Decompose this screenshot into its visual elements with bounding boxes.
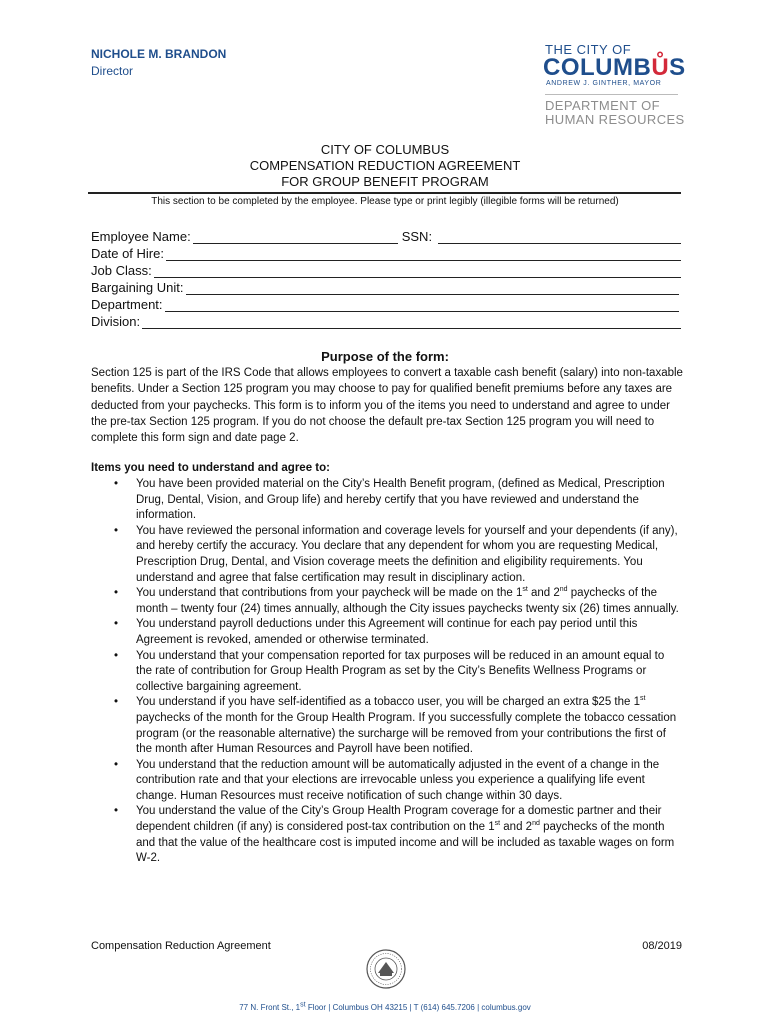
purpose-paragraph: Section 125 is part of the IRS Code that allows employees to convert a taxable cash benefit (salary) into non-taxable benefits. Under a Section 125 program you may choose to pay for qualified benefit premiums before any taxes are deducted from your paychecks. This form is to inform you of the items you need to understand and agree to under the pre-tax Section 125 program. If you do not choose the default pre-tax Section 125 program you will need to complete this form sign and date page 2. bbox=[91, 367, 683, 445]
list-item bbox=[91, 586, 683, 617]
list-item bbox=[91, 524, 683, 586]
title-line-1: CITY OF COLUMBUS bbox=[320, 142, 450, 157]
date-of-hire-field[interactable] bbox=[166, 248, 681, 261]
item-text-part: You understand that contributions from your paycheck will be made on the 1 bbox=[136, 587, 523, 600]
bullet-icon: • bbox=[114, 618, 119, 631]
item-text: You have reviewed the personal information and coverage levels for yourself and your dependents (if any), and hereby certify the accuracy. You declare that any dependent for whom you are requesting Medical, Prescription Drug, Dental, and Vision coverage meets the definition and eligibility requirements. You understand and agree that false certification may result in disciplinary action. bbox=[136, 524, 678, 584]
department-field[interactable] bbox=[165, 299, 679, 312]
bullet-icon: • bbox=[114, 524, 119, 537]
ordinal-suffix: st bbox=[522, 586, 528, 594]
item-text-part: paychecks of the month for the Group Health Program. If you successfully complete the tobacco cessation program (or the reasonable alternative) the surcharge will be removed from your contributions the first of the month after Human Resources and Payroll have been notified. bbox=[136, 711, 677, 756]
address-part: 77 N. Front St., 1 bbox=[239, 1003, 301, 1012]
ordinal-suffix: st bbox=[494, 820, 501, 828]
item-text-part: and 2 bbox=[500, 821, 533, 834]
document-title bbox=[0, 142, 770, 190]
date-of-hire-label: Date of Hire: bbox=[91, 246, 164, 261]
logo-divider bbox=[545, 94, 678, 95]
title-line-3: FOR GROUP BENEFIT PROGRAM bbox=[281, 174, 489, 189]
bargaining-unit-label: Bargaining Unit: bbox=[91, 280, 184, 295]
ordinal-suffix: nd bbox=[532, 820, 540, 828]
city-seal-icon bbox=[365, 948, 407, 990]
department-line-1: DEPARTMENT OF bbox=[545, 98, 660, 113]
instruction-text: This section to be completed by the employee. Please type or print legibly (illegible forms will be returned) bbox=[151, 196, 619, 207]
bullet-icon: • bbox=[114, 805, 119, 818]
director-name: NICHOLE M. BRANDON bbox=[91, 47, 227, 61]
item-text-part: paychecks of the month and that the value of the healthcare cost is imputed income and will be included as taxable wages on form W-2. bbox=[136, 821, 675, 865]
job-class-label: Job Class: bbox=[91, 263, 152, 278]
job-class-field[interactable] bbox=[154, 265, 681, 278]
department-line-2: HUMAN RESOURCES bbox=[545, 112, 685, 127]
item-text: You have been provided material on the City’s Health Benefit program, (defined as Medical, Prescription Drug, Dental, Vision, and Group life) and hereby certify that you have reviewed and understand the information. bbox=[136, 478, 665, 522]
list-item bbox=[91, 804, 683, 866]
ordinal-suffix: nd bbox=[559, 586, 568, 594]
item-text-part: paychecks of the month – twenty four (24) times annually, although the City issues paychecks twenty six (26) times annually. bbox=[136, 587, 679, 615]
item-text bbox=[136, 696, 676, 755]
logo-wordmark-u: Ů bbox=[651, 54, 670, 81]
bargaining-unit-row bbox=[91, 280, 679, 295]
agreement-items-list bbox=[91, 477, 683, 867]
item-text-part: You understand the value of the City’s Group Health Program coverage for a domestic partner and their dependent children (if any) is considered post-tax contribution on the 1 bbox=[136, 805, 662, 834]
date-of-hire-row bbox=[91, 246, 681, 261]
city-logo-wordmark bbox=[543, 54, 686, 82]
list-item bbox=[91, 477, 683, 524]
employee-name-ssn-row bbox=[91, 229, 681, 244]
footer-revision-date: 08/2019 bbox=[642, 940, 682, 952]
bullet-icon: • bbox=[114, 649, 119, 662]
bargaining-unit-field[interactable] bbox=[186, 282, 680, 295]
title-line-2: COMPENSATION REDUCTION AGREEMENT bbox=[249, 158, 521, 173]
employee-name-field[interactable] bbox=[193, 231, 398, 244]
address-part: Floor | Columbus OH 43215 | T (614) 645.7206 | columbus.gov bbox=[305, 1003, 531, 1012]
ssn-label: SSN: bbox=[401, 229, 433, 244]
item-text-part: You understand if you have self-identified as a tobacco user, you will be charged an extra $25 the 1 bbox=[136, 696, 640, 709]
division-field[interactable] bbox=[142, 316, 681, 329]
list-item bbox=[91, 758, 683, 805]
logo-mayor-line: ANDREW J. GINTHER, MAYOR bbox=[546, 80, 662, 87]
department-name bbox=[545, 99, 685, 127]
director-title: Director bbox=[91, 64, 134, 78]
ordinal-suffix: st bbox=[640, 695, 646, 703]
bullet-icon: • bbox=[114, 758, 119, 771]
item-text bbox=[136, 587, 679, 615]
logo-wordmark-main: COLUMB bbox=[543, 54, 652, 81]
department-label: Department: bbox=[91, 297, 163, 312]
list-item bbox=[91, 695, 683, 757]
list-item bbox=[91, 617, 683, 648]
logo-wordmark-s: S bbox=[669, 54, 686, 81]
item-text: You understand payroll deductions under this Agreement will continue for each pay period until this Agreement is revoked, amended or otherwise terminated. bbox=[136, 618, 638, 646]
list-item bbox=[91, 649, 683, 696]
title-divider bbox=[88, 192, 681, 194]
division-row bbox=[91, 314, 681, 329]
bullet-icon: • bbox=[114, 587, 119, 600]
bullet-icon: • bbox=[114, 478, 119, 490]
item-text: You understand that your compensation reported for tax purposes will be reduced in an amount equal to the rate of contribution for Group Health Program as set by the City’s Benefits Wellness Programs or collective bargaining agreement. bbox=[136, 649, 665, 693]
ordinal-suffix: st bbox=[300, 1001, 306, 1009]
job-class-row bbox=[91, 263, 681, 278]
city-logo-prefix: THE CITY OF bbox=[545, 42, 632, 57]
division-label: Division: bbox=[91, 314, 141, 329]
item-text: You understand that the reduction amount will be automatically adjusted in the event of a change in the contribution rate and that your elections are irrevocable unless you experience a qualifying life event change. Human Resources must receive notification of such change within 30 days. bbox=[136, 758, 660, 802]
purpose-heading: Purpose of the form: bbox=[321, 349, 449, 364]
items-heading: Items you need to understand and agree to: bbox=[91, 462, 330, 474]
footer-form-name: Compensation Reduction Agreement bbox=[91, 940, 271, 952]
item-text-part: and 2 bbox=[527, 587, 560, 600]
bullet-icon: • bbox=[114, 696, 119, 709]
item-text bbox=[136, 805, 674, 864]
footer-address bbox=[0, 1003, 770, 1012]
ssn-field[interactable] bbox=[438, 231, 681, 244]
department-row bbox=[91, 297, 679, 312]
employee-name-label: Employee Name: bbox=[91, 229, 191, 244]
